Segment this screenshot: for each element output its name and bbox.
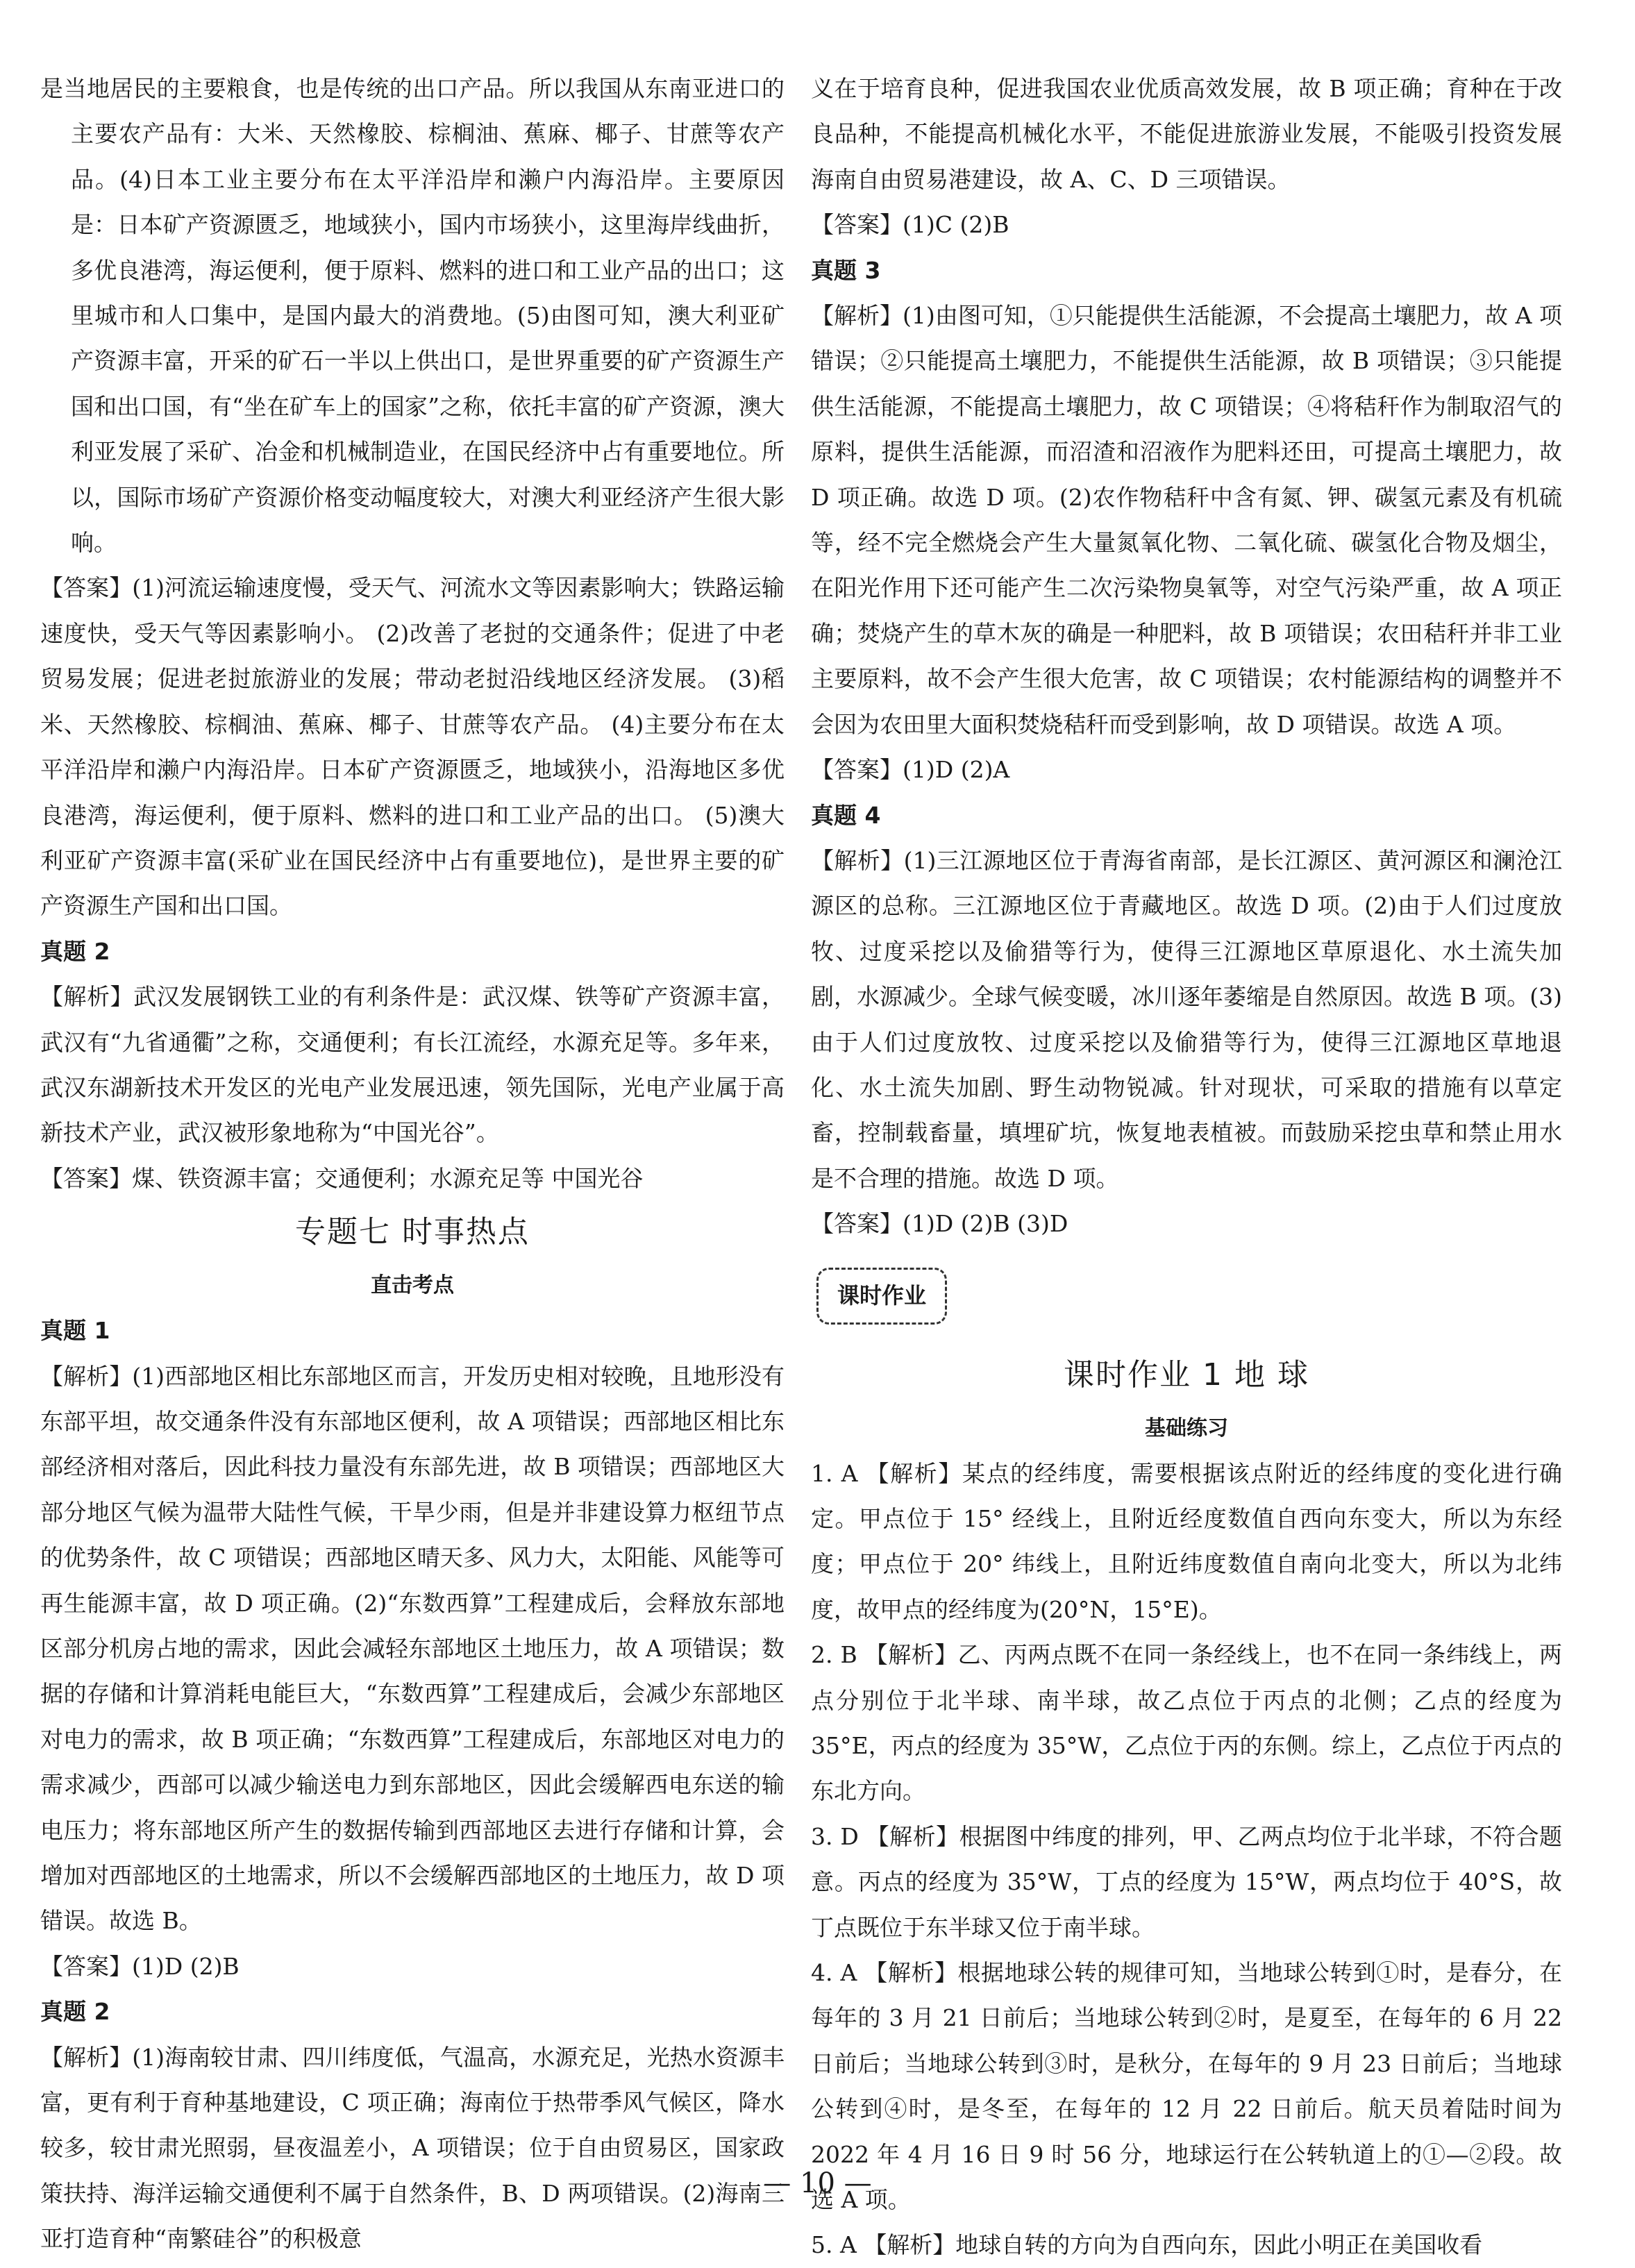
- right-column: [811, 66, 1562, 2268]
- question-heading: 真题 4: [811, 801, 881, 829]
- answer: 【答案】(1)D (2)B: [40, 1952, 240, 1980]
- list-item: 3. D 【解析】根据图中纬度的排列，甲、乙两点均位于北半球，不符合题意。丙点的经度为 35°W，丁点的经度为 15°W，两点均位于 40°S，故丁点既位于东半球又位于南半球。: [811, 1822, 1562, 1941]
- badge-wrapper: [811, 1247, 1562, 1344]
- question-heading: 真题 2: [40, 1998, 110, 2026]
- topic-title: 课时作业 1 地 球: [1064, 1356, 1309, 1393]
- answer: 【答案】(1)D (2)A: [811, 756, 1010, 784]
- question-heading: 真题 3: [811, 256, 881, 284]
- topic-title: 专题七 时事热点: [295, 1214, 530, 1250]
- list-item: 2. B 【解析】乙、丙两点既不在同一条经线上，也不在同一条纬线上，两点分别位于北半球、南半球，故乙点位于丙点的北侧；乙点的经度为 35°E，丙点的经度为 35°W，乙点位于丙的东侧。综上，乙点位于丙点的东北方向。: [811, 1641, 1562, 1805]
- analysis: 【解析】(1)西部地区相比东部地区而言，开发历史相对较晚，且地形没有东部平坦，故交通条件没有东部地区便利，故 A 项错误；西部地区相比东部经济相对落后，因此科技力量没有东部先进，故 B 项错误；西部地区大部分地区气候为温带大陆性气候，干旱少雨，但是并非建设算力枢纽节点的优势条件，故 C 项错误；西部地区晴天多、风力大，太阳能、风能等可再生能源丰富，故 D 项正确。(2)“东数西算”工程建成后，会释放东部地区部分机房占地的需求，因此会减轻东部地区土地压力，故 A 项错误；数据的存储和计算消耗电能巨大，“东数西算”工程建成后，会减少东部地区对电力的需求，故 B 项正确；“东数西算”工程建成后，东部地区对电力的需求减少，西部可以减少输送电力到东部地区，因此会缓解西电东送的输电压力；将东部地区所产生的数据传输到西部地区去进行存储和计算，会增加对西部地区的土地需求，所以不会缓解西部地区的土地压力，故 D 项错误。故选 B。: [40, 1362, 785, 1935]
- homework-badge: 课时作业: [816, 1268, 947, 1325]
- section-subtitle: 基础练习: [1145, 1416, 1228, 1440]
- analysis: 【解析】(1)海南较甘肃、四川纬度低，气温高，水源充足，光热水资源丰富，更有利于育种基地建设，C 项正确；海南位于热带季风气候区，降水较多，较甘肃光照弱，昼夜温差小，A 项错误；位于自由贸易区，国家政策扶持、海洋运输交通便利不属于自然条件，B、D 两项错误。(2)海南三亚打造育种“南繁硅谷”的积极意: [40, 2043, 785, 2253]
- answer: 【答案】(1)河流运输速度慢，受天气、河流水文等因素影响大；铁路运输速度快，受天气等因素影响小。 (2)改善了老挝的交通条件；促进了中老贸易发展；促进老挝旅游业的发展；带动老挝沿线地区经济发展。 (3)稻米、天然橡胶、棕榈油、蕉麻、椰子、甘蔗等农产品。 (4)主要分布在太平洋沿岸和濑户内海沿岸。日本矿产资源匮乏，地域狭小，沿海地区多优良港湾，海运便利，便于原料、燃料的进口和工业产品的出口。 (5)澳大利亚矿产资源丰富(采矿业在国民经济中占有重要地位)，是世界主要的矿产资源生产国和出口国。: [40, 574, 785, 920]
- analysis: 【解析】(1)由图可知，①只能提供生活能源，不会提高土壤肥力，故 A 项错误；②只能提高土壤肥力，不能提供生活能源，故 B 项错误；③只能提供生活能源，不能提高土壤肥力，故 C 项错误；④将秸秆作为制取沼气的原料，提供生活能源，而沼渣和沼液作为肥料还田，可提高土壤肥力，故 D 项正确。故选 D 项。(2)农作物秸秆中含有氮、钾、碳氢元素及有机硫等，经不完全燃烧会产生大量氮氧化物、二氧化硫、碳氢化合物及烟尘，在阳光作用下还可能产生二次污染物臭氧等，对空气污染严重，故 A 项正确；焚烧产生的草木灰的确是一种肥料，故 B 项错误；农田秸秆并非工业主要原料，故不会产生很大危害，故 C 项错误；农村能源结构的调整并不会因为农田里大面积焚烧秸秆而受到影响，故 D 项错误。故选 A 项。: [811, 302, 1562, 738]
- paragraph: 是当地居民的主要粮食，也是传统的出口产品。所以我国从东南亚进口的主要农产品有：大米、天然橡胶、棕榈油、蕉麻、椰子、甘蔗等农产品。(4)日本工业主要分布在太平洋沿岸和濑户内海沿岸。主要原因是：日本矿产资源匮乏，地域狭小，国内市场狭小，这里海岸线曲折，多优良港湾，海运便利，便于原料、燃料的进口和工业产品的出口；这里城市和人口集中，是国内最大的消费地。(5)由图可知，澳大利亚矿产资源丰富，开采的矿石一半以上供出口，是世界重要的矿产资源生产国和出口国，有“坐在矿车上的国家”之称，依托丰富的矿产资源，澳大利亚发展了采矿、冶金和机械制造业，在国民经济中占有重要地位。所以，国际市场矿产资源价格变动幅度较大，对澳大利亚经济产生很大影响。: [40, 75, 785, 557]
- answer: 【答案】煤、铁资源丰富；交通便利；水源充足等 中国光谷: [40, 1164, 644, 1192]
- left-column: [40, 66, 785, 2262]
- list-item: 1. A 【解析】某点的经纬度，需要根据该点附近的经纬度的变化进行确定。甲点位于 15° 经线上，且附近经度数值自西向东变大，所以为东经度；甲点位于 20° 纬线上，且附近纬度数值自南向北变大，所以为北纬度，故甲点的经纬度为(20°N，15°E)。: [811, 1459, 1562, 1623]
- question-heading: 真题 2: [40, 937, 110, 965]
- answer: 【答案】(1)D (2)B (3)D: [811, 1210, 1068, 1238]
- analysis: 【解析】(1)三江源地区位于青海省南部，是长江源区、黄河源区和澜沧江源区的总称。三江源地区位于青藏地区。故选 D 项。(2)由于人们过度放牧、过度采挖以及偷猎等行为，使得三江源地区草原退化、水土流失加剧，水源减少。全球气候变暖，冰川逐年萎缩是自然原因。故选 B 项。(3)由于人们过度放牧、过度采挖以及偷猎等行为，使得三江源地区草地退化、水土流失加剧、野生动物锐减。针对现状，可采取的措施有以草定畜，控制载畜量，填埋矿坑，恢复地表植被。而鼓励采挖虫草和禁止用水是不合理的措施。故选 D 项。: [811, 846, 1562, 1192]
- question-heading: 真题 1: [40, 1317, 110, 1345]
- analysis: 【解析】武汉发展钢铁工业的有利条件是：武汉煤、铁等矿产资源丰富，武汉有“九省通衢”之称，交通便利；有长江流经，水源充足等。多年来，武汉东湖新技术开发区的光电产业发展迅速，领先国际，光电产业属于高新技术产业，武汉被形象地称为“中国光谷”。: [40, 983, 785, 1147]
- answer: 【答案】(1)C (2)B: [811, 211, 1009, 239]
- page-number: — 10 —: [763, 2167, 872, 2199]
- paragraph: 义在于培育良种，促进我国农业优质高效发展，故 B 项正确；育种在于改良品种，不能提高机械化水平，不能促进旅游业发展，不能吸引投资发展海南自由贸易港建设，故 A、C、D 三项错误。: [811, 75, 1562, 193]
- section-subtitle: 直击考点: [371, 1273, 454, 1298]
- list-item: 5. A 【解析】地球自转的方向为自西向东，因此小明正在美国收看: [811, 2231, 1483, 2259]
- list-item: 4. A 【解析】根据地球公转的规律可知，当地球公转到①时，是春分，在每年的 3 月 21 日前后；当地球公转到②时，是夏至，在每年的 6 月 22 日前后；当地球公转到③时，是秋分，在每年的 9 月 23 日前后；当地球公转到④时，是冬至，在每年的 12 月 22 日前后。航天员着陆时间为 2022 年 4 月 16 日 9 时 56 分，地球运行在公转轨道上的①—②段。故选 A 项。: [811, 1959, 1562, 2214]
